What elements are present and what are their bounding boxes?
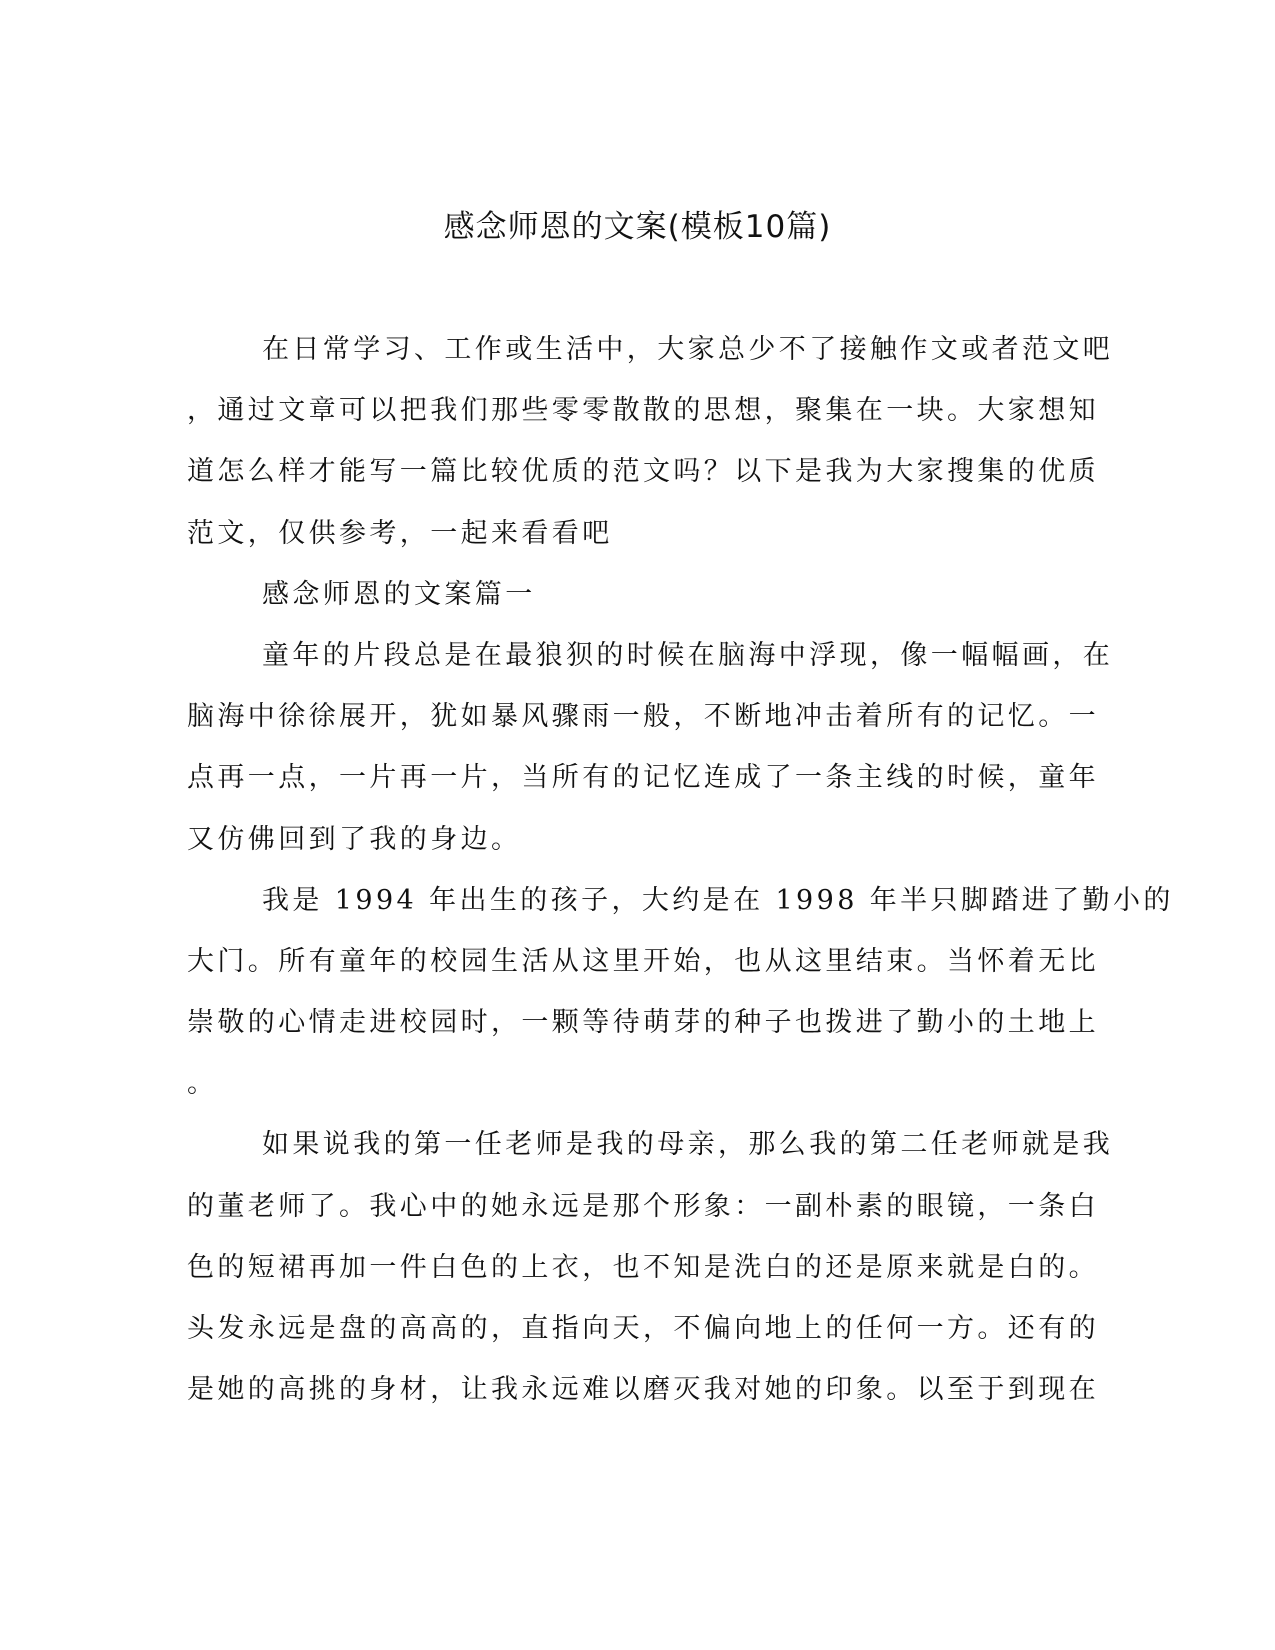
- paragraph-line: 童年的片段总是在最狼狈的时候在脑海中浮现，像一幅幅画，在: [262, 639, 1114, 671]
- paragraph-line: 点再一点，一片再一片，当所有的记忆连成了一条主线的时候，童年: [187, 762, 1099, 794]
- paragraph-line: 如果说我的第一任老师是我的母亲，那么我的第二任老师就是我: [262, 1129, 1114, 1161]
- paragraph-line: 的董老师了。我心中的她永远是那个形象：一副朴素的眼镜，一条白: [187, 1190, 1099, 1222]
- paragraph-line: 崇敬的心情走进校园时，一颗等待萌芽的种子也拨进了勤小的土地上: [187, 1007, 1099, 1039]
- document-title: 感念师恩的文案(模板10篇): [443, 209, 832, 245]
- paragraph-line: 范文，仅供参考，一起来看看吧: [187, 517, 613, 549]
- paragraph-line: 是她的高挑的身材，让我永远难以磨灭我对她的印象。以至于到现在: [187, 1374, 1099, 1406]
- paragraph-line: 在日常学习、工作或生活中，大家总少不了接触作文或者范文吧: [262, 334, 1114, 365]
- paragraph-line: 脑海中徐徐展开，犹如暴风骤雨一般，不断地冲击着所有的记忆。一: [187, 701, 1099, 733]
- document-body: [187, 327, 1174, 1428]
- paragraph-line: 大门。所有童年的校园生活从这里开始，也从这里结束。当怀着无比: [187, 945, 1099, 977]
- paragraph-line: 我是 1994 年出生的孩子，大约是在 1998 年半只脚踏进了勤小的: [262, 884, 1174, 916]
- section-heading: 感念师恩的文案篇一: [262, 578, 536, 610]
- paragraph-line: 又仿佛回到了我的身边。: [187, 823, 522, 855]
- paragraph-line: ，通过文章可以把我们那些零零散散的思想，聚集在一块。大家想知: [187, 395, 1099, 427]
- paragraph-line: 。: [187, 1068, 218, 1100]
- paragraph-line: 头发永远是盘的高高的，直指向天，不偏向地上的任何一方。还有的: [187, 1313, 1099, 1344]
- paragraph-line: 色的短裙再加一件白色的上衣，也不知是洗白的还是原来就是白的。: [187, 1251, 1099, 1283]
- paragraph-line: 道怎么样才能写一篇比较优质的范文吗？以下是我为大家搜集的优质: [187, 456, 1099, 488]
